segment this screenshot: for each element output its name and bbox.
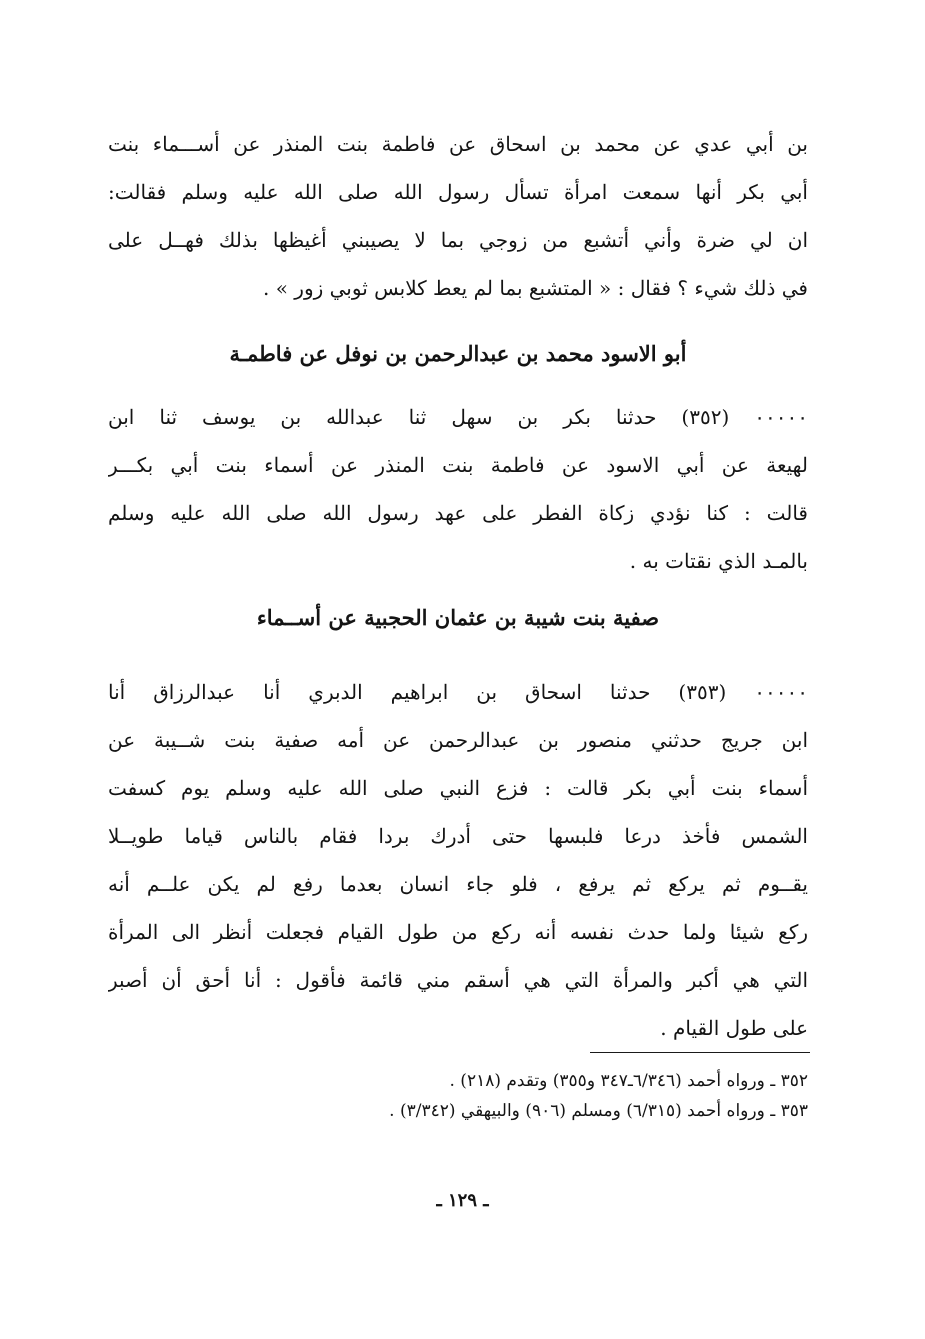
page-number: ـ ١٢٩ ـ: [436, 1190, 489, 1211]
text-line: ركع شيئا ولما حدث نفسه أنه ركع من طول القيام فجعلت أنظر الى المرأة: [108, 920, 808, 944]
text-line: على طول القيام .: [660, 1016, 808, 1040]
text-line: لهيعة عن أبي الاسود عن فاطمة بنت المنذر عن أسماء بنت أبي بكـــر: [108, 453, 808, 477]
paragraph-1: [108, 120, 808, 312]
text-line: بن أبي عدي عن محمد بن اسحاق عن فاطمة بنت المنذر عن أســـماء بنت: [108, 132, 808, 156]
text-line: أسماء بنت أبي بكر قالت : فزع النبي صلى الله عليه وسلم يوم كسفت: [108, 776, 808, 800]
footnote-352: ٣٥٢ ـ ورواه أحمد (٦/٣٤٦ـ٣٤٧ و٣٥٥) وتقدم (٢١٨) .: [449, 1071, 808, 1091]
text-line: في ذلك شيء ؟ فقال : « المتشبع بما لم يعط كلابس ثوبي زور » .: [263, 276, 808, 300]
text-line: الشمس فأخذ درعا فلبسها حتى أدرك بردا فقام بالناس قياما طويــلا: [108, 824, 808, 848]
section-heading-safiyya: صفية بنت شيبة بن عثمان الحجبية عن أســماء: [256, 605, 660, 630]
text-line: قالت : كنا نؤدي زكاة الفطر على عهد رسول الله صلى الله عليه وسلم: [108, 501, 808, 525]
section-heading-abu-al-aswad: أبو الاسود محمد بن عبدالرحمن بن نوفل عن فاطمـة: [229, 341, 687, 366]
text-line: يقــوم ثم يركع ثم يرفع ، فلو جاء انسان بعدما رفع لم يكن علــم أنه: [108, 872, 808, 896]
text-line: ٠٠٠٠٠ (٣٥٣) حدثنا اسحاق بن ابراهيم الدبري أنا عبدالرزاق أنا: [108, 680, 808, 704]
footnote-353: ٣٥٣ ـ ورواه أحمد (٦/٣١٥) ومسلم (٩٠٦) والبيهقي (٣/٣٤٢) .: [389, 1101, 808, 1121]
text-line: أبي بكر أنها سمعت امرأة تسأل رسول الله صلى الله عليه وسلم فقالت:: [108, 180, 808, 204]
footnotes: [180, 1066, 808, 1126]
text-line: ٠٠٠٠٠ (٣٥٢) حدثنا بكر بن سهل ثنا عبدالله بن يوسف ثنا ابن: [108, 405, 808, 429]
text-line: ابن جريج حدثني منصور بن عبدالرحمن عن أمه صفية بنت شــيبة عن: [108, 728, 808, 752]
text-line: التي هي أكبر والمرأة التي هي أسقم مني قائمة فأقول : أنا أحق أن أصبر: [108, 968, 808, 992]
text-line: بالمـد الذي نقتات به .: [629, 549, 808, 573]
hadith-352: [108, 393, 808, 585]
hadith-353: [108, 668, 808, 1052]
footnote-divider: [590, 1052, 810, 1053]
text-line: ان لي ضرة وأني أتشبع من زوجي بما لا يصيبني أغيظها بذلك فهــل على: [108, 228, 808, 252]
